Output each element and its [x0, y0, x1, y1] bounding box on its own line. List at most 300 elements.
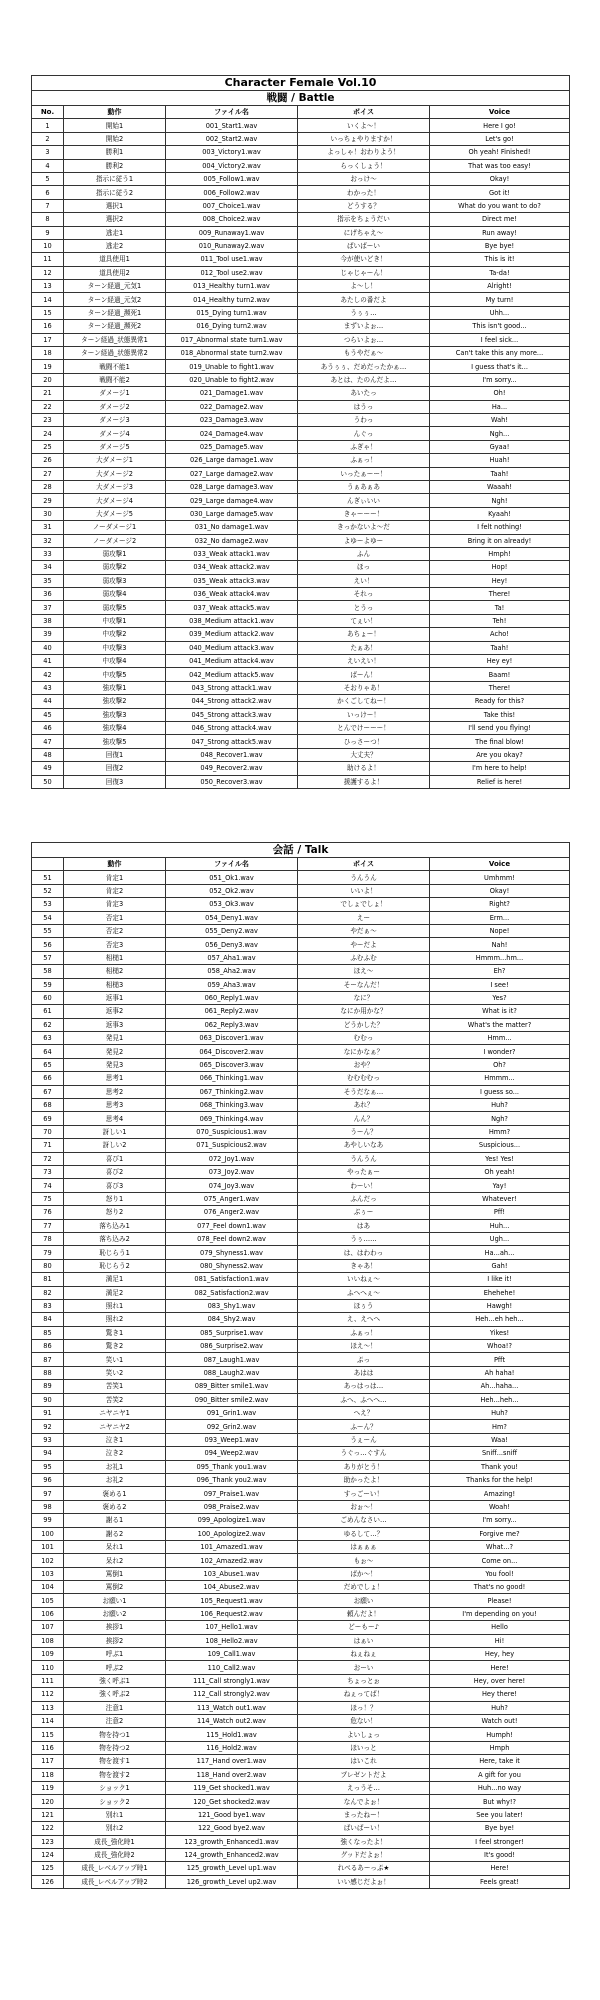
action-cell: 物を持つ1 [64, 1728, 166, 1741]
filename-cell: 020_Unable to fight2.wav [166, 373, 298, 386]
action-cell: 驚き2 [64, 1340, 166, 1353]
filename-cell: 005_Follow1.wav [166, 172, 298, 185]
row-number: 64 [32, 1045, 64, 1058]
voice-en-cell: This is it! [430, 253, 570, 266]
action-cell: 思考2 [64, 1085, 166, 1098]
voice-jp-cell: うぐっ…ぐすん [298, 1447, 430, 1460]
voice-jp-cell: はあ [298, 1219, 430, 1232]
action-cell: 強く呼ぶ1 [64, 1674, 166, 1687]
voice-jp-cell: お願い [298, 1594, 430, 1607]
action-cell: 照れ2 [64, 1313, 166, 1326]
table-row [32, 494, 570, 507]
action-cell: ターン経過_状態異常1 [64, 333, 166, 346]
row-number: 45 [32, 708, 64, 721]
filename-cell: 099_Apologize1.wav [166, 1514, 298, 1527]
row-number: 93 [32, 1433, 64, 1446]
filename-cell: 044_Strong attack2.wav [166, 695, 298, 708]
filename-cell: 118_Hand over2.wav [166, 1768, 298, 1781]
voice-jp-cell: いっけー！ [298, 708, 430, 721]
voice-jp-cell: どーもー♪ [298, 1621, 430, 1634]
action-cell: 挨拶2 [64, 1634, 166, 1647]
action-cell: ターン経過_元気2 [64, 293, 166, 306]
row-number: 54 [32, 911, 64, 924]
column-header-filename: ファイル名 [166, 858, 298, 871]
action-cell: 驚き1 [64, 1326, 166, 1339]
action-cell: 思考4 [64, 1112, 166, 1125]
row-number: 10 [32, 239, 64, 252]
voice-jp-cell: おや？ [298, 1058, 430, 1071]
voice-en-cell: Ha... [430, 400, 570, 413]
action-cell: 喜び1 [64, 1152, 166, 1165]
filename-cell: 070_Suspicious1.wav [166, 1125, 298, 1138]
voice-en-cell: Huh? [430, 1407, 570, 1420]
action-cell: 別れ2 [64, 1822, 166, 1835]
voice-jp-cell: 援護するよ！ [298, 775, 430, 788]
voice-en-cell: Ugh... [430, 1232, 570, 1245]
action-cell: 相槌2 [64, 965, 166, 978]
filename-cell: 037_Weak attack5.wav [166, 601, 298, 614]
row-number: 116 [32, 1741, 64, 1754]
battle-section-title: 戦闘 / Battle [32, 91, 570, 106]
table-row [32, 213, 570, 226]
table-row [32, 1514, 570, 1527]
row-number: 18 [32, 347, 64, 360]
row-number: 27 [32, 467, 64, 480]
action-cell: ダメージ4 [64, 427, 166, 440]
filename-cell: 124_growth_Enhanced2.wav [166, 1848, 298, 1861]
action-cell: 強攻撃3 [64, 708, 166, 721]
filename-cell: 071_Suspicious2.wav [166, 1139, 298, 1152]
voice-jp-cell: うぁあぁあ [298, 480, 430, 493]
voice-jp-cell: ふーん？ [298, 1420, 430, 1433]
action-cell: 逃走2 [64, 239, 166, 252]
voice-jp-cell: 助かったよ！ [298, 1473, 430, 1486]
table-row [32, 1353, 570, 1366]
voice-en-cell: Hmmm... [430, 1072, 570, 1085]
voice-jp-cell: 強くなったよ！ [298, 1835, 430, 1848]
action-cell: 訝しい1 [64, 1125, 166, 1138]
filename-cell: 041_Medium attack4.wav [166, 655, 298, 668]
filename-cell: 034_Weak attack2.wav [166, 561, 298, 574]
voice-jp-cell: ぶぅー [298, 1206, 430, 1219]
action-cell: ターン経過_状態異常2 [64, 347, 166, 360]
action-cell: 道具使用1 [64, 253, 166, 266]
filename-cell: 026_Large damage1.wav [166, 454, 298, 467]
row-number: 85 [32, 1326, 64, 1339]
voice-en-cell: Thank you! [430, 1460, 570, 1473]
voice-jp-cell: いい感じだよぉ！ [298, 1875, 430, 1888]
table-row [32, 924, 570, 937]
action-cell: 落ち込み2 [64, 1232, 166, 1245]
voice-jp-cell: どうする？ [298, 199, 430, 212]
table-row [32, 467, 570, 480]
voice-jp-cell: うぇーん [298, 1433, 430, 1446]
voice-en-cell: This isn't good... [430, 320, 570, 333]
voice-jp-cell: よ～し！ [298, 280, 430, 293]
row-number: 66 [32, 1072, 64, 1085]
row-number: 51 [32, 871, 64, 884]
voice-jp-cell: え、えへへ [298, 1313, 430, 1326]
voice-en-cell: Whatever! [430, 1192, 570, 1205]
column-header-no [32, 858, 64, 871]
row-number: 44 [32, 695, 64, 708]
voice-en-cell: I'm sorry... [430, 373, 570, 386]
voice-jp-cell: やーだよ [298, 938, 430, 951]
filename-cell: 122_Good bye2.wav [166, 1822, 298, 1835]
action-cell: 中攻撃2 [64, 628, 166, 641]
voice-en-cell: Umhmm! [430, 871, 570, 884]
voice-en-cell: I felt nothing! [430, 521, 570, 534]
table-row [32, 1152, 570, 1165]
action-cell: 褒める2 [64, 1500, 166, 1513]
table-row [32, 762, 570, 775]
filename-cell: 019_Unable to fight1.wav [166, 360, 298, 373]
voice-jp-cell: ほぅう [298, 1299, 430, 1312]
row-number: 21 [32, 387, 64, 400]
voice-en-cell: Huh? [430, 1701, 570, 1714]
row-number: 23 [32, 413, 64, 426]
row-number: 105 [32, 1594, 64, 1607]
filename-cell: 058_Aha2.wav [166, 965, 298, 978]
table-row [32, 1407, 570, 1420]
action-cell: ダメージ2 [64, 400, 166, 413]
action-cell: 勝利1 [64, 146, 166, 159]
table-row [32, 347, 570, 360]
filename-cell: 004_Victory2.wav [166, 159, 298, 172]
voice-en-cell: Hm? [430, 1420, 570, 1433]
row-number: 20 [32, 373, 64, 386]
row-number: 3 [32, 146, 64, 159]
row-number: 50 [32, 775, 64, 788]
voice-en-cell: Waaah! [430, 480, 570, 493]
voice-en-cell: Pfft [430, 1353, 570, 1366]
voice-jp-cell: うわっ [298, 413, 430, 426]
row-number: 89 [32, 1380, 64, 1393]
table-row [32, 1701, 570, 1714]
voice-en-cell: Teh! [430, 614, 570, 627]
table-row [32, 1273, 570, 1286]
filename-cell: 086_Surprise2.wav [166, 1340, 298, 1353]
filename-cell: 092_Grin2.wav [166, 1420, 298, 1433]
table-row [32, 226, 570, 239]
voice-en-cell: What's the matter? [430, 1018, 570, 1031]
row-number: 75 [32, 1192, 64, 1205]
table-row [32, 320, 570, 333]
voice-jp-cell: つらいよぉ… [298, 333, 430, 346]
voice-en-cell: Huh... [430, 1219, 570, 1232]
action-cell: 肯定3 [64, 898, 166, 911]
table-row [32, 1340, 570, 1353]
filename-cell: 105_Request1.wav [166, 1594, 298, 1607]
voice-jp-cell: はぁい [298, 1634, 430, 1647]
filename-cell: 106_Request2.wav [166, 1607, 298, 1620]
voice-en-cell: Hey, hey [430, 1648, 570, 1661]
voice-en-cell: Ta! [430, 601, 570, 614]
table-row [32, 1219, 570, 1232]
voice-jp-cell: たぁあ！ [298, 641, 430, 654]
filename-cell: 116_Hold2.wav [166, 1741, 298, 1754]
table-row [32, 1032, 570, 1045]
row-number: 34 [32, 561, 64, 574]
voice-jp-cell: 今が使いどき！ [298, 253, 430, 266]
row-number: 28 [32, 480, 64, 493]
voice-jp-cell: ふぎゃ！ [298, 440, 430, 453]
action-cell: 中攻撃3 [64, 641, 166, 654]
table-row [32, 601, 570, 614]
voice-en-cell: I see! [430, 978, 570, 991]
action-cell: 注意1 [64, 1701, 166, 1714]
voice-jp-cell: にげちゃえ～ [298, 226, 430, 239]
voice-en-cell: Here! [430, 1862, 570, 1875]
voice-en-cell: What...? [430, 1540, 570, 1553]
row-number: 59 [32, 978, 64, 991]
action-cell: 否定3 [64, 938, 166, 951]
voice-en-cell: Nope! [430, 924, 570, 937]
row-number: 13 [32, 280, 64, 293]
row-number: 97 [32, 1487, 64, 1500]
action-cell: 大ダメージ5 [64, 507, 166, 520]
filename-cell: 114_Watch out2.wav [166, 1715, 298, 1728]
voice-jp-cell: ひっさーつ！ [298, 735, 430, 748]
voice-en-cell: Hi! [430, 1634, 570, 1647]
voice-en-cell: Hmph! [430, 547, 570, 560]
table-row [32, 1715, 570, 1728]
row-number: 4 [32, 159, 64, 172]
table-row [32, 1460, 570, 1473]
action-cell: 成長_レベルアップ時2 [64, 1875, 166, 1888]
voice-en-cell: Heh...eh heh... [430, 1313, 570, 1326]
table-row [32, 1286, 570, 1299]
action-cell: 中攻撃1 [64, 614, 166, 627]
table-row [32, 1554, 570, 1567]
table-row [32, 1688, 570, 1701]
voice-en-cell: Yes! Yes! [430, 1152, 570, 1165]
row-number: 98 [32, 1500, 64, 1513]
voice-en-cell: What is it? [430, 1005, 570, 1018]
action-cell: ダメージ5 [64, 440, 166, 453]
row-number: 22 [32, 400, 64, 413]
voice-jp-cell: ふんだっ [298, 1192, 430, 1205]
filename-cell: 045_Strong attack3.wav [166, 708, 298, 721]
action-cell: 物を渡す2 [64, 1768, 166, 1781]
row-number: 38 [32, 614, 64, 627]
action-cell: 戦闘不能2 [64, 373, 166, 386]
row-number: 62 [32, 1018, 64, 1031]
table-row [32, 1500, 570, 1513]
voice-jp-cell: あれ？ [298, 1099, 430, 1112]
filename-cell: 125_growth_Level up1.wav [166, 1862, 298, 1875]
row-number: 70 [32, 1125, 64, 1138]
action-cell: 弱攻撃2 [64, 561, 166, 574]
voice-jp-cell: むむむむっ [298, 1072, 430, 1085]
filename-cell: 108_Hello2.wav [166, 1634, 298, 1647]
filename-cell: 003_Victory1.wav [166, 146, 298, 159]
row-number: 63 [32, 1032, 64, 1045]
voice-en-cell: Are you okay? [430, 748, 570, 761]
action-cell: 弱攻撃1 [64, 547, 166, 560]
table-row [32, 1433, 570, 1446]
row-number: 96 [32, 1473, 64, 1486]
filename-cell: 073_Joy2.wav [166, 1165, 298, 1178]
filename-cell: 056_Deny3.wav [166, 938, 298, 951]
filename-cell: 119_Get shocked1.wav [166, 1781, 298, 1794]
row-number: 80 [32, 1259, 64, 1272]
filename-cell: 089_Bitter smile1.wav [166, 1380, 298, 1393]
voice-en-cell: Thanks for the help! [430, 1473, 570, 1486]
table-row [32, 253, 570, 266]
table-row [32, 1313, 570, 1326]
voice-en-cell: Hmm... [430, 1032, 570, 1045]
voice-en-cell: Forgive me? [430, 1527, 570, 1540]
voice-jp-cell: えー [298, 911, 430, 924]
filename-cell: 029_Large damage4.wav [166, 494, 298, 507]
voice-jp-cell: よっしゃ！おわりよう！ [298, 146, 430, 159]
table-row [32, 991, 570, 1004]
action-cell: 思考1 [64, 1072, 166, 1085]
filename-cell: 059_Aha3.wav [166, 978, 298, 991]
table-row [32, 1527, 570, 1540]
voice-en-cell: The final blow! [430, 735, 570, 748]
voice-en-cell: Can't take this any more... [430, 347, 570, 360]
table-row [32, 884, 570, 897]
voice-en-cell: Huh? [430, 1099, 570, 1112]
row-number: 43 [32, 681, 64, 694]
voice-en-cell: I guess so... [430, 1085, 570, 1098]
table-row [32, 1085, 570, 1098]
voice-en-cell: I'm sorry... [430, 1514, 570, 1527]
voice-en-cell: Ah haha! [430, 1366, 570, 1379]
voice-en-cell: But why!? [430, 1795, 570, 1808]
table-row [32, 735, 570, 748]
table-row [32, 1473, 570, 1486]
table-row [32, 440, 570, 453]
action-cell: お願い2 [64, 1607, 166, 1620]
table-row [32, 1822, 570, 1835]
filename-cell: 117_Hand over1.wav [166, 1755, 298, 1768]
table-row [32, 1848, 570, 1861]
voice-en-cell: I guess that's it... [430, 360, 570, 373]
filename-cell: 006_Follow2.wav [166, 186, 298, 199]
action-cell: 恥じらう2 [64, 1259, 166, 1272]
row-number: 81 [32, 1273, 64, 1286]
voice-jp-cell: もうやだぁ～ [298, 347, 430, 360]
table-row [32, 1581, 570, 1594]
table-row [32, 628, 570, 641]
action-cell: 落ち込み1 [64, 1219, 166, 1232]
filename-cell: 049_Recover2.wav [166, 762, 298, 775]
row-number: 69 [32, 1112, 64, 1125]
voice-en-cell: Huh...no way [430, 1781, 570, 1794]
table-row [32, 681, 570, 694]
table-row [32, 186, 570, 199]
action-cell: 笑い2 [64, 1366, 166, 1379]
row-number: 39 [32, 628, 64, 641]
voice-en-cell: Ah...haha... [430, 1380, 570, 1393]
filename-cell: 107_Hello1.wav [166, 1621, 298, 1634]
voice-en-cell: Yay! [430, 1179, 570, 1192]
voice-en-cell: Take this! [430, 708, 570, 721]
row-number: 120 [32, 1795, 64, 1808]
table-row [32, 911, 570, 924]
voice-en-cell: Hmph [430, 1741, 570, 1754]
table-row [32, 1393, 570, 1406]
table-row [32, 1380, 570, 1393]
voice-en-cell: Hop! [430, 561, 570, 574]
action-cell: ノーダメージ2 [64, 534, 166, 547]
voice-en-cell: Oh yeah! [430, 1165, 570, 1178]
filename-cell: 087_Laugh1.wav [166, 1353, 298, 1366]
voice-jp-cell: うぅ…… [298, 1232, 430, 1245]
document-title: Character Female Vol.10 [32, 76, 570, 91]
row-number: 102 [32, 1554, 64, 1567]
row-number: 101 [32, 1540, 64, 1553]
row-number: 12 [32, 266, 64, 279]
table-row [32, 1741, 570, 1754]
row-number: 61 [32, 1005, 64, 1018]
row-number: 24 [32, 427, 64, 440]
voice-en-cell: Hawgh! [430, 1299, 570, 1312]
table-row [32, 1447, 570, 1460]
voice-jp-cell: ちょっとぉ [298, 1674, 430, 1687]
voice-jp-cell: ふへへぇ～ [298, 1286, 430, 1299]
row-number: 35 [32, 574, 64, 587]
voice-jp-cell: そおりゃあ！ [298, 681, 430, 694]
filename-cell: 023_Damage3.wav [166, 413, 298, 426]
table-row [32, 1139, 570, 1152]
filename-cell: 074_Joy3.wav [166, 1179, 298, 1192]
filename-cell: 046_Strong attack4.wav [166, 721, 298, 734]
table-row [32, 413, 570, 426]
voice-jp-cell: よいしょっ [298, 1728, 430, 1741]
table-row [32, 1420, 570, 1433]
row-number: 73 [32, 1165, 64, 1178]
table-row [32, 1487, 570, 1500]
action-cell: 勝利2 [64, 159, 166, 172]
voice-jp-cell: うんうん [298, 1152, 430, 1165]
voice-jp-cell: は、はわわっ [298, 1246, 430, 1259]
row-number: 48 [32, 748, 64, 761]
action-cell: 謝る1 [64, 1514, 166, 1527]
voice-jp-cell: ばーん！ [298, 668, 430, 681]
filename-cell: 028_Large damage3.wav [166, 480, 298, 493]
voice-jp-cell: でしょでしょ！ [298, 898, 430, 911]
voice-jp-cell: まずいよぉ… [298, 320, 430, 333]
action-cell: 呆れ2 [64, 1554, 166, 1567]
voice-en-cell: Hmmm...hm... [430, 951, 570, 964]
table-row [32, 938, 570, 951]
voice-jp-cell: ありがとう！ [298, 1460, 430, 1473]
column-header-voice-en: Voice [430, 106, 570, 119]
action-cell: 呼ぶ1 [64, 1648, 166, 1661]
table-row [32, 1607, 570, 1620]
row-number: 111 [32, 1674, 64, 1687]
voice-jp-cell: わかった！ [298, 186, 430, 199]
voice-en-cell: Ready for this? [430, 695, 570, 708]
table-row [32, 708, 570, 721]
row-number: 110 [32, 1661, 64, 1674]
filename-cell: 033_Weak attack1.wav [166, 547, 298, 560]
filename-cell: 009_Runaway1.wav [166, 226, 298, 239]
table-row [32, 1125, 570, 1138]
row-number: 65 [32, 1058, 64, 1071]
voice-jp-cell: 指示をちょうだい [298, 213, 430, 226]
voice-en-cell: Here I go! [430, 119, 570, 132]
row-number: 121 [32, 1808, 64, 1821]
table-row [32, 1648, 570, 1661]
filename-cell: 017_Abnormal state turn1.wav [166, 333, 298, 346]
row-number: 15 [32, 306, 64, 319]
voice-jp-cell: ばいばーい！ [298, 1822, 430, 1835]
